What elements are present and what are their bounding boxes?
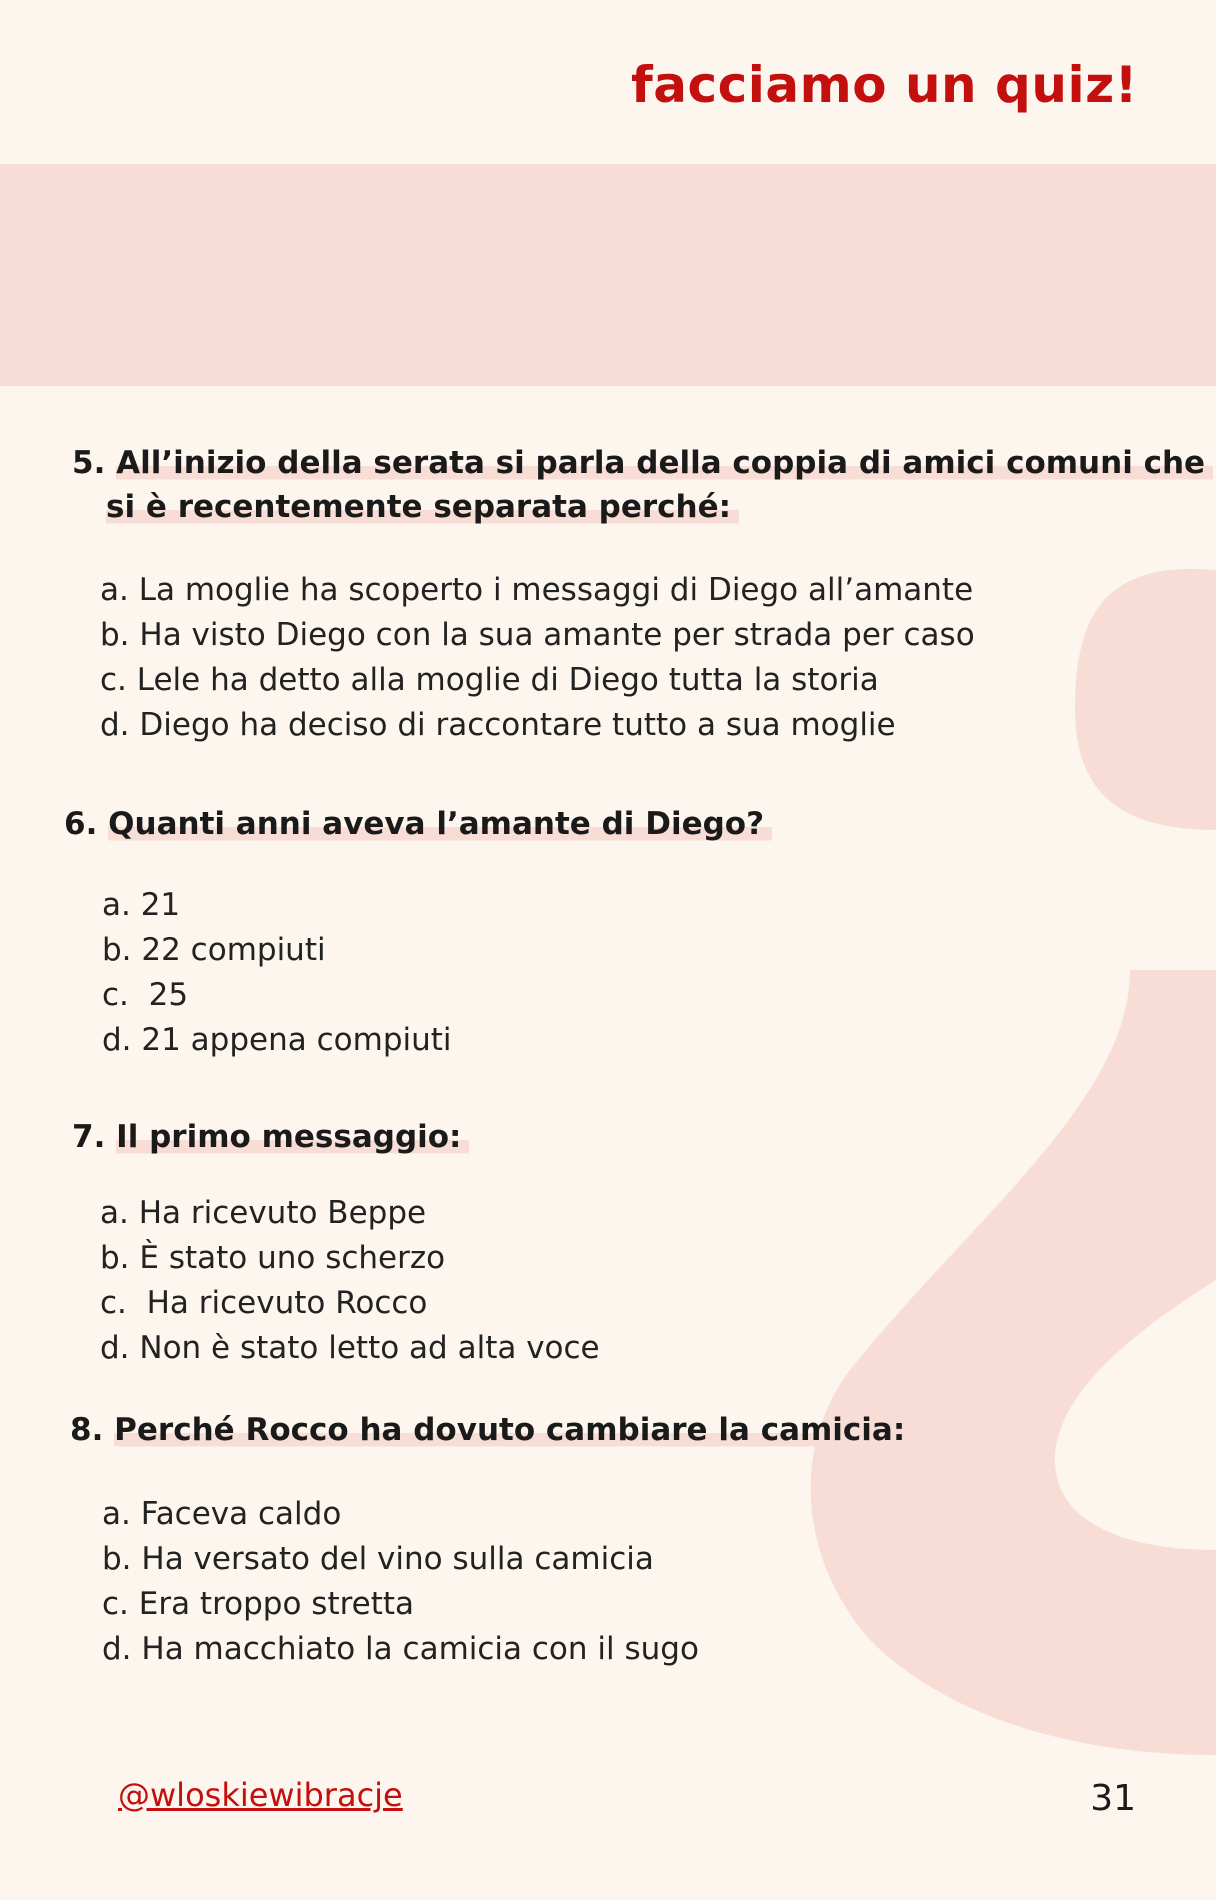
question-number: 5.	[72, 445, 106, 481]
answer-option: d. 21 appena compiuti	[102, 1022, 452, 1058]
question-6	[64, 802, 772, 846]
question-text: si è recentemente separata perché:	[106, 489, 739, 525]
social-handle-link[interactable]: @wloskiewibracje	[118, 1776, 403, 1814]
question-5	[72, 441, 1213, 529]
answer-option: a. 21	[102, 887, 181, 923]
answer-list-6	[102, 883, 452, 1063]
answer-option: c. Ha ricevuto Rocco	[100, 1285, 428, 1321]
page-title: facciamo un quiz!	[630, 56, 1138, 114]
question-8	[70, 1408, 913, 1452]
answer-option: b. Ha versato del vino sulla camicia	[102, 1541, 654, 1577]
question-text: Il primo messaggio:	[116, 1119, 469, 1155]
answer-option: d. Diego ha deciso di raccontare tutto a sua moglie	[100, 707, 896, 743]
answer-option: a. Ha ricevuto Beppe	[100, 1195, 427, 1231]
answer-list-7	[100, 1191, 600, 1371]
question-text: All’inizio della serata si parla della coppia di amici comuni che	[116, 445, 1213, 481]
answer-option: b. 22 compiuti	[102, 932, 326, 968]
page-number: 31	[1090, 1778, 1136, 1819]
answer-option: a. Faceva caldo	[102, 1496, 342, 1532]
answer-list-5	[100, 568, 975, 748]
answer-option: b. È stato uno scherzo	[100, 1240, 446, 1276]
question-number: 8.	[70, 1412, 104, 1448]
decorative-band	[0, 164, 1216, 386]
answer-option: a. La moglie ha scoperto i messaggi di Diego all’amante	[100, 572, 974, 608]
question-number: 6.	[64, 806, 98, 842]
question-text: Quanti anni aveva l’amante di Diego?	[108, 806, 772, 842]
answer-option: c. Era troppo stretta	[102, 1586, 415, 1622]
question-7	[72, 1115, 469, 1159]
answer-list-8	[102, 1492, 699, 1672]
answer-option: c. 25	[102, 977, 189, 1013]
answer-option: d. Non è stato letto ad alta voce	[100, 1330, 600, 1366]
question-number: 7.	[72, 1119, 106, 1155]
answer-option: b. Ha visto Diego con la sua amante per strada per caso	[100, 617, 975, 653]
question-text: Perché Rocco ha dovuto cambiare la camicia:	[114, 1412, 913, 1448]
answer-option: c. Lele ha detto alla moglie di Diego tutta la storia	[100, 662, 879, 698]
answer-option: d. Ha macchiato la camicia con il sugo	[102, 1631, 699, 1667]
